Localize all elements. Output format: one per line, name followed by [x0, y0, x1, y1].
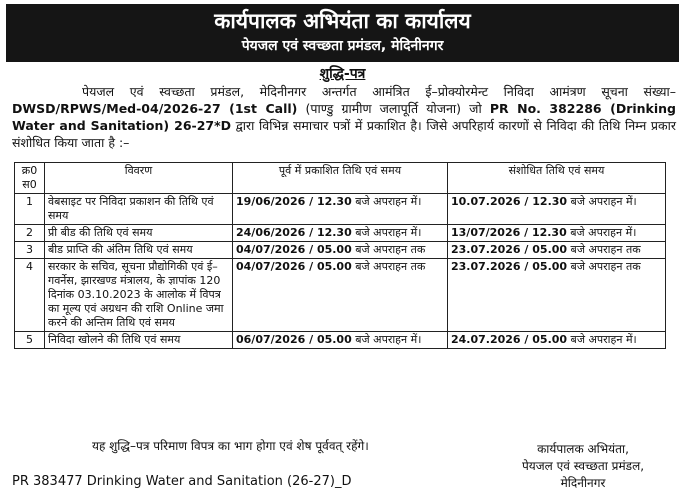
previous-date-value: 04/07/2026 / 05.00: [236, 260, 352, 273]
row-revised-date: [448, 194, 666, 225]
row-revised-date: [448, 242, 666, 259]
signature-division: पेयजल एवं स्वच्छता प्रमंडल,: [521, 459, 645, 473]
previous-date-suffix: बजे अपराहन तक: [351, 243, 426, 256]
previous-date-suffix: बजे अपराहन में।: [351, 333, 422, 346]
revised-date-suffix: बजे अपराहन तक: [567, 243, 641, 256]
row-previous-date: [233, 242, 448, 259]
row-previous-date: [233, 194, 448, 225]
pr-number: PR No. 382286 (Drinking Water and Sanitation) 26-27*D: [12, 101, 676, 133]
row-serial: 2: [15, 225, 45, 242]
row-description: बीड प्राप्ति की अंतिम तिथि एवं समय: [45, 242, 233, 259]
intro-paragraph: [12, 83, 676, 151]
previous-date-value: 06/07/2026 / 05.00: [236, 333, 352, 346]
previous-date-value: 19/06/2026 / 12.30: [236, 195, 352, 208]
previous-date-value: 04/07/2026 / 05.00: [236, 243, 352, 256]
pr-reference-line: PR 383477 Drinking Water and Sanitation (26-27)_D: [12, 474, 352, 489]
schedule-table: [14, 162, 666, 349]
signature-designation: कार्यपालक अभियंता,: [537, 442, 629, 456]
signature-block: [498, 441, 668, 492]
row-previous-date: [233, 225, 448, 242]
row-previous-date: [233, 332, 448, 349]
table-row: [15, 332, 666, 349]
table-row: [15, 259, 666, 332]
revised-date-value: 24.07.2026 / 05.00: [451, 333, 568, 346]
office-title: कार्यपालक अभियंता का कार्यालय: [214, 9, 471, 33]
footer-note: यह शुद्धि–पत्र परिमाण विपत्र का भाग होगा एवं शेष पूर्ववत् रहेंगे।: [92, 439, 369, 453]
row-serial: 5: [15, 332, 45, 349]
table-row: [15, 225, 666, 242]
table-row: [15, 194, 666, 225]
col-previous-date: पूर्व में प्रकाशित तिथि एवं समय: [233, 163, 448, 194]
corrigendum-heading: शुद्धि-पत्र: [319, 66, 366, 82]
row-serial: 3: [15, 242, 45, 259]
row-description: निविदा खोलने की तिथि एवं समय: [45, 332, 233, 349]
col-description: विवरण: [45, 163, 233, 194]
row-revised-date: [448, 225, 666, 242]
col-revised-date: संशोधित तिथि एवं समय: [448, 163, 666, 194]
row-description: वेबसाइट पर निविदा प्रकाशन की तिथि एवं समय: [45, 194, 233, 225]
intro-rest: द्वारा विभिन्न समाचार पत्रों में प्रकाशित है। जिसे अपरिहार्य कारणों से निविदा की तिथि निम्न प्रकार संशोधित किया जाता है :–: [12, 118, 676, 150]
row-revised-date: [448, 259, 666, 332]
revised-date-value: 23.07.2026 / 05.00: [451, 260, 568, 273]
revised-date-suffix: बजे अपराहन में।: [567, 333, 637, 346]
table-row: [15, 242, 666, 259]
revised-date-suffix: बजे अपराहन में।: [567, 195, 637, 208]
revised-date-suffix: बजे अपराहन तक: [567, 260, 641, 273]
intro-line1: पेयजल एवं स्वच्छता प्रमंडल, मेदिनीनगर अन्तर्गत आमंत्रित ई–प्रोक्योरमेन्ट निविदा आमंत्रण सूचना संख्या–: [82, 84, 676, 99]
previous-date-suffix: बजे अपराहन तक: [351, 260, 426, 273]
previous-date-value: 24/06/2026 / 12.30: [236, 226, 352, 239]
row-description: प्री बीड की तिथि एवं समय: [45, 225, 233, 242]
office-subtitle: पेयजल एवं स्वच्छता प्रमंडल, मेदिनीनगर: [241, 38, 444, 54]
row-serial: 1: [15, 194, 45, 225]
scheme-name: (पाण्डु ग्रामीण जलापूर्ति योजना) जो: [297, 101, 490, 116]
previous-date-suffix: बजे अपराहन में।: [351, 226, 422, 239]
tender-reference: DWSD/RPWS/Med-04/2026-27 (1st Call): [12, 101, 298, 116]
table-header-row: [15, 163, 666, 194]
row-serial: 4: [15, 259, 45, 332]
revised-date-suffix: बजे अपराहन में।: [566, 226, 637, 239]
office-header: [6, 4, 679, 62]
row-description: सरकार के सचिव, सूचना प्रौद्योगिकी एवं ई–गवर्नेस, झारखण्ड मंत्रालय, के ज्ञापांक 120 दिनांक 03.10.2023 के आलोक में विपत्र का मूल्य एवं अग्रधन की राशि Online जमा करने की अन्तिम तिथि एवं समय: [45, 259, 233, 332]
signature-location: मेदिनीनगर: [560, 476, 606, 490]
previous-date-suffix: बजे अपराहन में।: [351, 195, 422, 208]
row-previous-date: [233, 259, 448, 332]
revised-date-value: 23.07.2026 / 05.00: [451, 243, 568, 256]
row-revised-date: [448, 332, 666, 349]
revised-date-value: 10.07.2026 / 12.30: [451, 195, 568, 208]
revised-date-value: 13/07/2026 / 12.30: [451, 226, 567, 239]
col-serial: क्र0 स0: [15, 163, 45, 194]
